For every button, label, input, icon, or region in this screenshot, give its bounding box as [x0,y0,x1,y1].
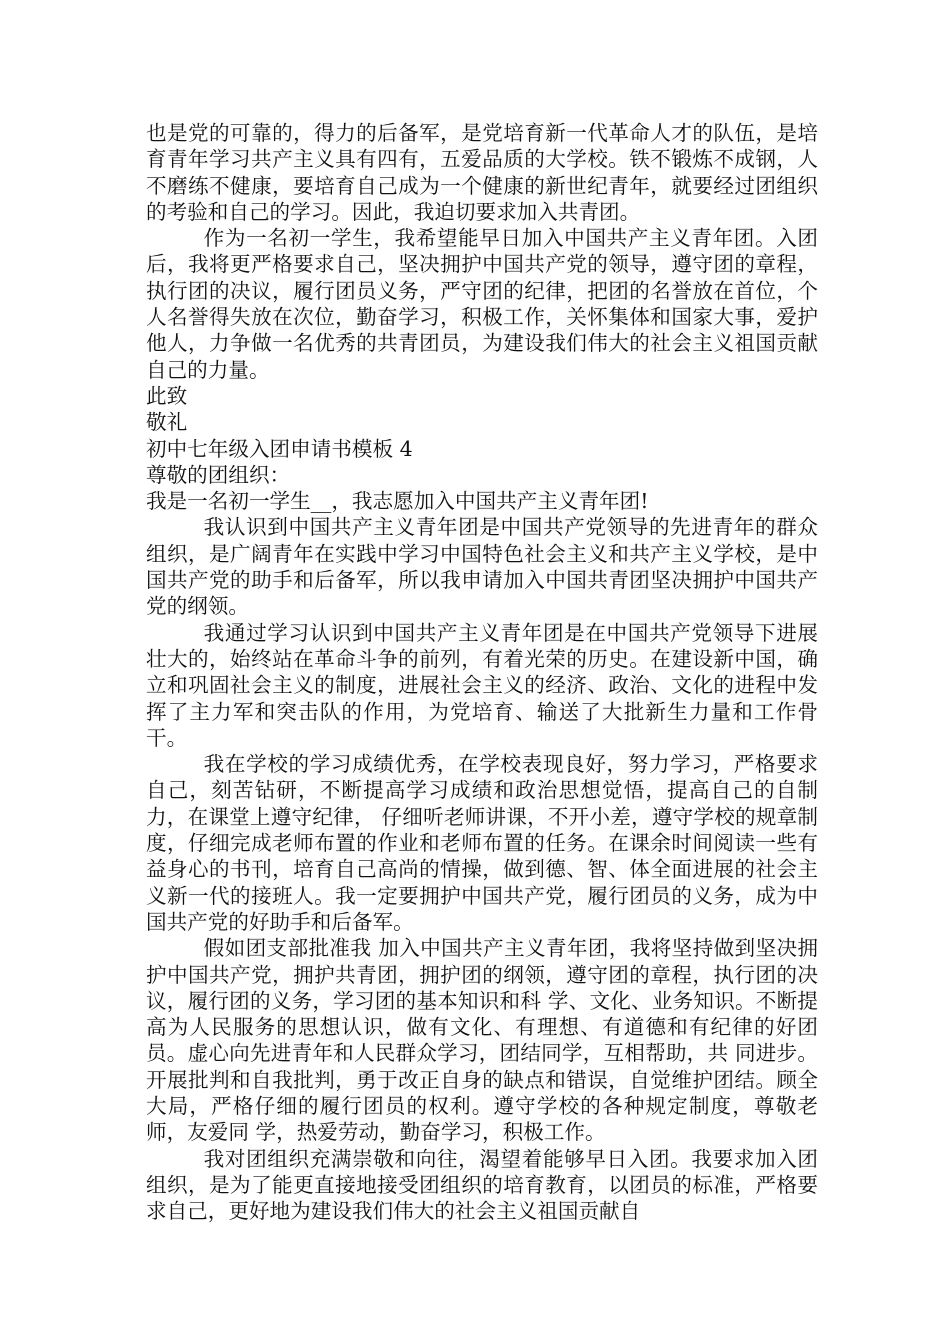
greeting: 尊敬的团组织： [146,462,291,487]
paragraph-1: 也是党的可靠的，得力的后备军，是党培育新一代革命人才的队伍，是培育青年学习共产主义具有四有，五爱品质的大学校。铁不锻炼不成钢，人不磨练不健康，要培育自己成为一个健康的新世纪青年，就要经过团组织的考验和自己的学习。因此，我迫切要求加入共青团。 [146,121,818,224]
paragraph-5: 我在学校的学习成绩优秀，在学校表现良好，努力学习，严格要求自己，刻苦钻研，不断提高学习成绩和政治思想觉悟，提高自己的自制力，在课堂上遵守纪律， 仔细听老师讲课，不开小差，遵守学校的规章制度，仔细完成老师布置的作业和老师布置的任务。在课余时间阅读一些有益身心的书刊，培育自己高尚的情操，做到德、智、体全面进展的社会主义新一代的接班人。我一定要拥护中国共产党，履行团员的义务，成为中国共产党的好助手和后备军。 [146,752,818,934]
paragraph-4: 我通过学习认识到中国共产主义青年团是在中国共产党领导下进展壮大的，始终站在革命斗争的前列，有着光荣的历史。在建设新中国，确立和巩固社会主义的制度，进展社会主义的经济、政治、文化的进程中发挥了主力军和突击队的作用，为党培育、输送了大批新生力量和工作骨干。 [146,620,818,750]
section-title: 初中七年级入团申请书模板 4 [146,436,413,461]
paragraph-2: 作为一名初一学生，我希望能早日加入中国共产主义青年团。入团后，我将更严格要求自己，坚决拥护中国共产党的领导，遵守团的章程，执行团的决议，履行团员义务，严守团的纪律，把团的名誉放在首位，个人名誉得失放在次位，勤奋学习，积极工作，关怀集体和国家大事，爱护他人，力争做一名优秀的共青团员，为建设我们伟大的社会主义祖国贡献自己的力量。 [146,226,818,382]
paragraph-6: 假如团支部批准我 加入中国共产主义青年团，我将坚持做到坚决拥护中国共产党，拥护共青团，拥护团的纲领，遵守团的章程，执行团的决议，履行团的义务，学习团的基本知识和科 学、文化、业务知识。不断提高为人民服务的思想认识，做有文化、有理想、有道德和有纪律的好团员。虚心向先进青年和人民群众学习，团结同学，互相帮助，共 同进步。开展批判和自我批判，勇于改正自身的缺点和错误，自觉维护团结。顾全大局，严格仔细的履行团员的权利。遵守学校的各种规定制度，尊敬老师，友爱同 学，热爱劳动，勤奋学习，积极工作。 [146,936,818,1145]
paragraph-3: 我认识到中国共产主义青年团是中国共产党领导的先进青年的群众组织，是广阔青年在实践中学习中国特色社会主义和共产主义学校，是中国共产党的助手和后备军，所以我申请加入中国共青团坚决拥护中国共产党的纲领。 [146,515,818,619]
closing-salutation-2: 敬礼 [146,410,188,435]
paragraph-7: 我对团组织充满崇敬和向往，渴望着能够早日入团。我要求加入团组织，是为了能更直接地接受团组织的培育教育，以团员的标准，严格要求自己，更好地为建设我们伟大的社会主义祖国贡献自 [146,1146,818,1224]
closing-salutation-1: 此致 [146,383,188,408]
intro-line: 我是一名初一学生__，我志愿加入中国共产主义青年团! [146,489,649,514]
document-page [146,120,818,1224]
